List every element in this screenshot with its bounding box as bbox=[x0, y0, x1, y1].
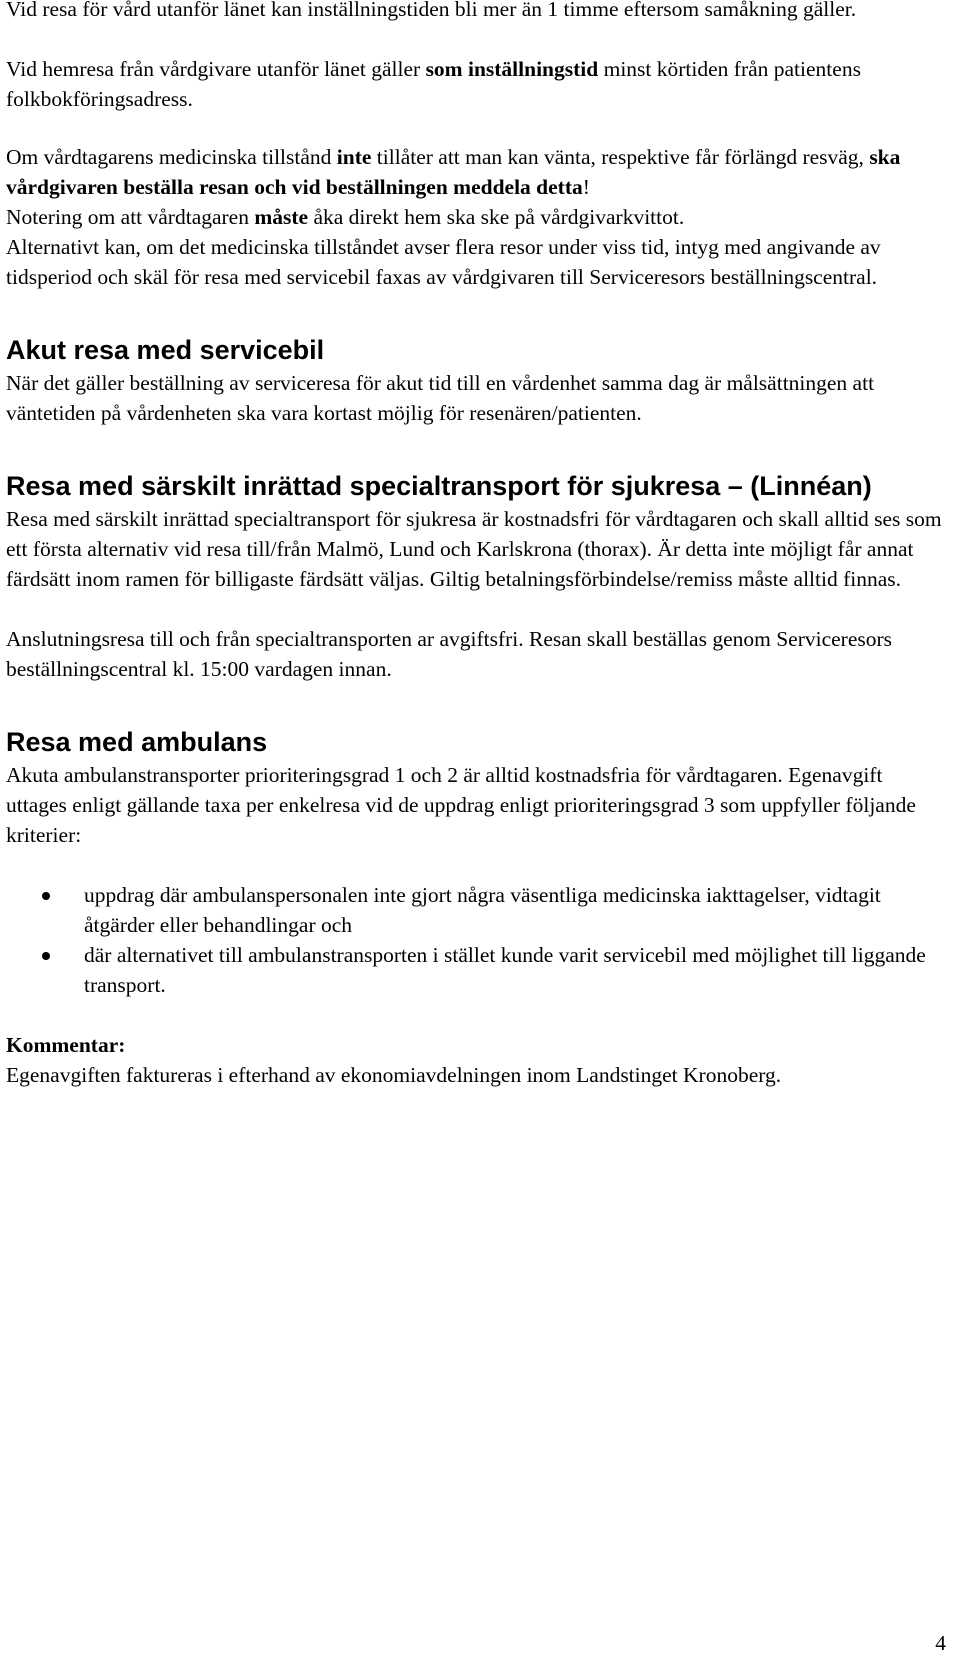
kommentar-label: Kommentar: bbox=[6, 1033, 126, 1057]
paragraph-anslutningsresa: Anslutningsresa till och från specialtransporten ar avgiftsfri. Resan skall beställas genom Serviceresors beställningscentral kl. 15:00 vardagen innan. bbox=[6, 627, 893, 681]
paragraph-specialtransport: Resa med särskilt inrättad specialtransport för sjukresa är kostnadsfri för vårdtagaren och skall alltid ses som ett första alternativ vid resa till/från Malmö, Lund och Karlskrona (thorax). Är detta inte möjligt får annat färdsätt inom ramen för billigaste färdsätt väljas. Giltig betalningsförbindelse/remiss måste alltid finnas. bbox=[6, 507, 942, 591]
bold-text: inte bbox=[336, 145, 372, 169]
paragraph-akut-resa: När det gäller beställning av serviceresa för akut tid till en vårdenhet samma dag är målsättningen att väntetiden på vårdenheten ska vara kortast möjlig för resenären/patienten. bbox=[6, 371, 875, 425]
paragraph-medicinskt-tillstånd bbox=[6, 142, 946, 202]
bold-text: ska vårdgivaren beställa resan och vid beställningen meddela detta bbox=[6, 145, 901, 199]
bold-text: måste bbox=[254, 205, 309, 229]
text: åka direkt hem ska ske på vårdgivarkvittot. bbox=[308, 205, 685, 229]
text: ! bbox=[582, 175, 590, 199]
bullet-icon bbox=[42, 952, 50, 960]
text: minst körtiden från patientens folkbokföringsadress. bbox=[6, 57, 861, 111]
paragraph-hemresa bbox=[6, 54, 946, 114]
list-item bbox=[6, 880, 946, 940]
kommentar-text: Egenavgiften faktureras i efterhand av ekonomiavdelningen inom Landstinget Kronoberg. bbox=[6, 1063, 782, 1087]
paragraph-alternativt-intyg: Alternativt kan, om det medicinska tillståndet avser flera resor under viss tid, intyg med angivande av tidsperiod och skäl för resa med servicebil faxas av vårdgivaren till Serviceresors beställningscentral. bbox=[6, 235, 881, 289]
list-item-text: uppdrag där ambulanspersonalen inte gjort några väsentliga medicinska iakttagelser, vidtagit åtgärder eller behandlingar och bbox=[84, 883, 881, 937]
text: Notering om att vårdtagaren bbox=[6, 205, 255, 229]
paragraph-ambulans: Akuta ambulanstransporter prioriteringsgrad 1 och 2 är alltid kostnadsfria för vårdtagaren. Egenavgift uttages enligt gällande taxa per enkelresa vid de uppdrag enligt prioriteringsgrad 3 som uppfyller följande kriterier: bbox=[6, 763, 916, 847]
bullet-icon bbox=[42, 892, 50, 900]
criteria-list bbox=[6, 880, 946, 1000]
text: tillåter att man kan vänta, respektive får förlängd resväg, bbox=[371, 145, 870, 169]
list-item bbox=[6, 940, 946, 1000]
text: Om vårdtagarens medicinska tillstånd bbox=[6, 145, 337, 169]
page-content bbox=[6, 0, 946, 1090]
paragraph-notering bbox=[6, 202, 946, 232]
heading-ambulans: Resa med ambulans bbox=[6, 727, 268, 757]
paragraph-inställningstid-utanför-länet: Vid resa för vård utanför länet kan inställningstiden bli mer än 1 timme eftersom samåkning gäller. bbox=[6, 0, 857, 21]
bold-text: som inställningstid bbox=[425, 57, 599, 81]
page-number: 4 bbox=[935, 1631, 946, 1655]
text: Vid hemresa från vårdgivare utanför länet gäller bbox=[6, 57, 426, 81]
list-item-text: där alternativet till ambulanstransporten i stället kunde varit servicebil med möjlighet till liggande transport. bbox=[84, 943, 926, 997]
heading-akut-resa: Akut resa med servicebil bbox=[6, 335, 325, 365]
heading-specialtransport: Resa med särskilt inrättad specialtransport för sjukresa – (Linnéan) bbox=[6, 471, 872, 501]
